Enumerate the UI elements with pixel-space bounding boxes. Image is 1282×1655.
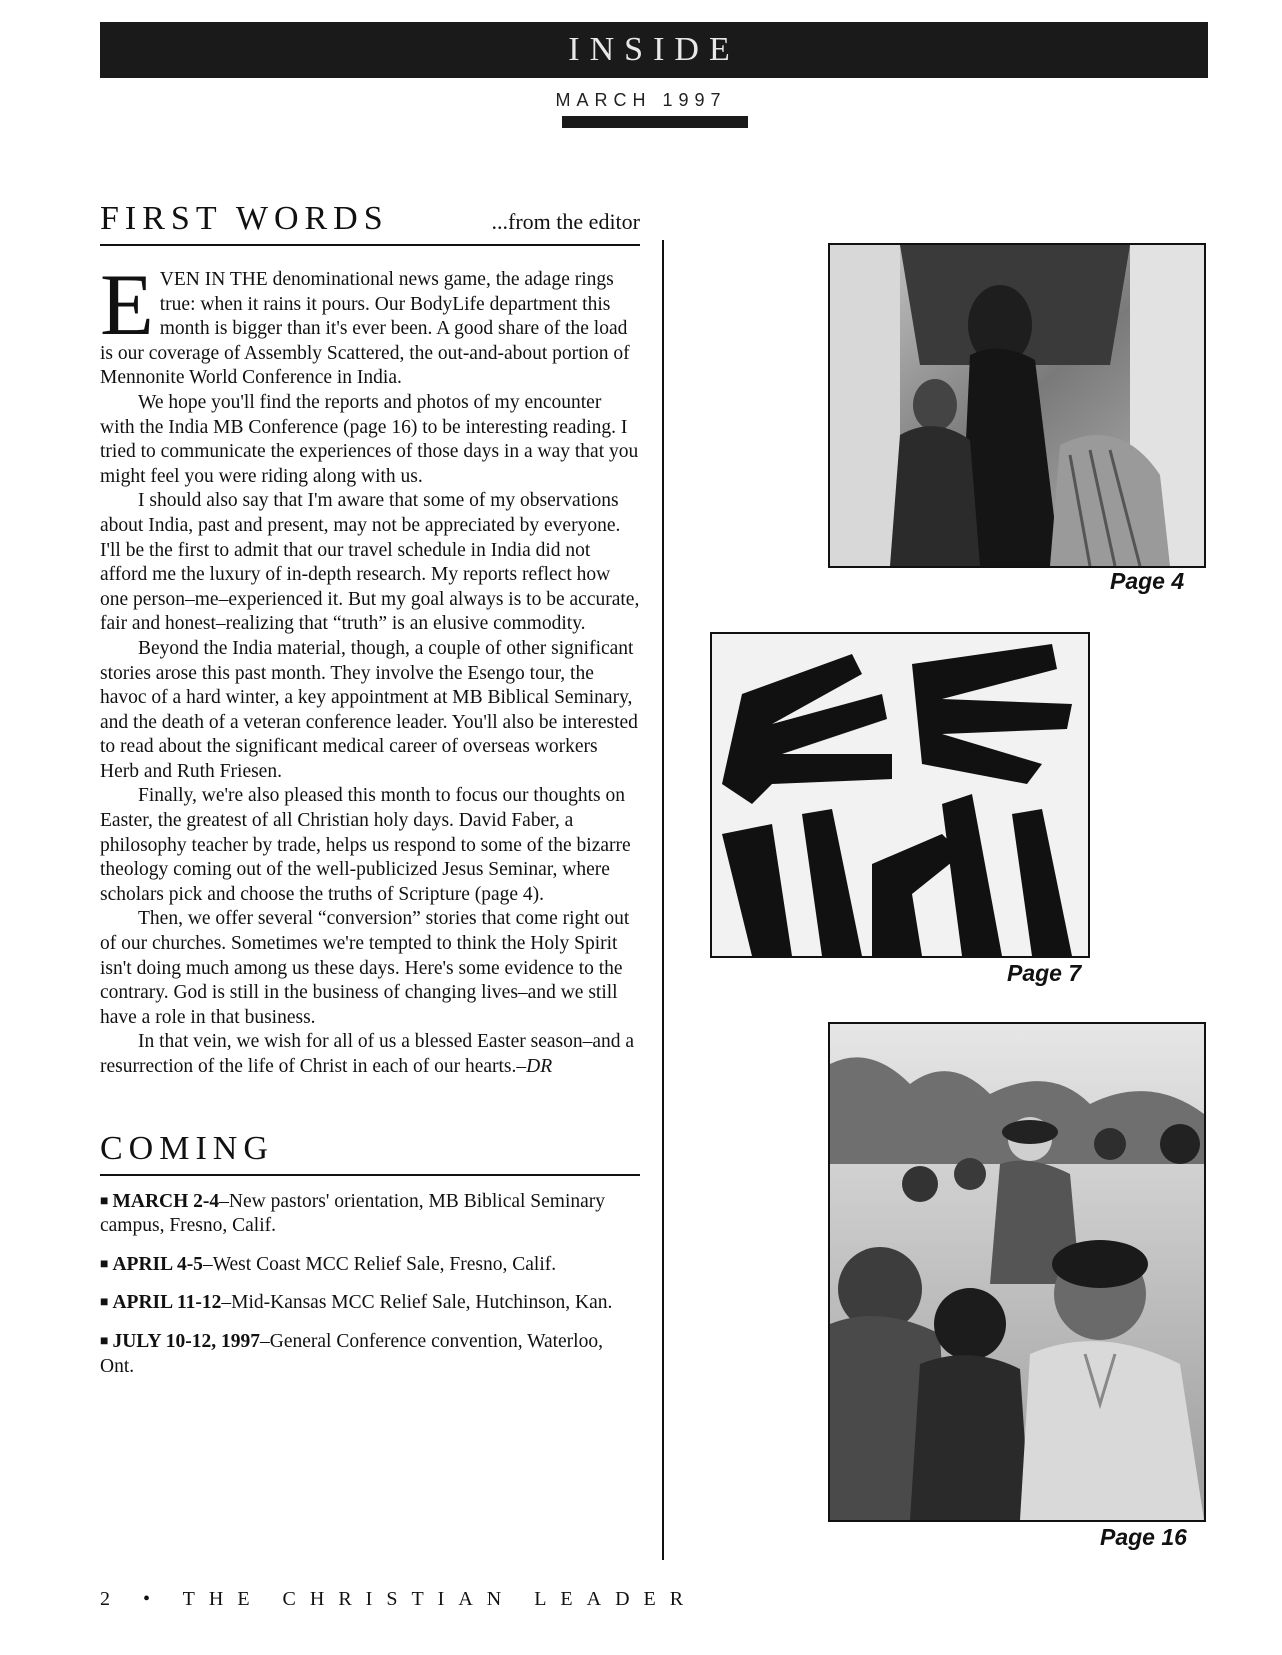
bullet-square-icon: ■	[100, 1295, 109, 1311]
page-label-16: Page 16	[1100, 1524, 1187, 1550]
event-text: –Mid-Kansas MCC Relief Sale, Hutchinson, Kan.	[221, 1292, 613, 1314]
drop-cap: E	[100, 257, 154, 354]
page-label-7: Page 7	[1007, 960, 1082, 986]
coming-header	[100, 1130, 640, 1176]
bullet-square-icon: ■	[100, 1333, 109, 1349]
event-item	[100, 1253, 640, 1278]
editor-article	[100, 257, 640, 1080]
issue-date-bar	[562, 116, 748, 128]
event-item	[100, 1330, 640, 1379]
publication-name: THE CHRISTIAN LEADER	[182, 1588, 698, 1610]
article-paragraph-7	[100, 1030, 640, 1079]
photo-page-7[interactable]	[710, 632, 1090, 958]
event-item	[100, 1190, 640, 1239]
article-paragraph-6: Then, we offer several “conversion” stories that come right out of our churches. Sometimes we're tempted to think the Holy Spirit isn't doing much among us these days. Here's some evidence to the contrary. God is still in the business of changing lives–and we still have a role in that business.	[100, 908, 630, 1028]
event-text: –New pastors' orientation, MB Biblical Seminary campus, Fresno, Calif.	[100, 1190, 606, 1237]
article-paragraph-4: Beyond the India material, though, a couple of other significant stories arose this past month. They involve the Esengo tour, the havoc of a hard winter, a key appointment at MB Biblical Seminary, and the death of a veteran conference leader. You'll also be interested to read about the significant medical career of overseas workers Herb and Ruth Friesen.	[100, 637, 638, 782]
page-footer	[100, 1588, 697, 1611]
event-date: MARCH 2-4	[112, 1190, 220, 1212]
left-column	[100, 200, 640, 1379]
photo-page-7-image	[712, 634, 1088, 956]
first-words-title: FIRST WORDS	[100, 200, 389, 237]
column-divider	[662, 240, 664, 1560]
photo-page-4[interactable]	[828, 243, 1206, 568]
photo-page-16-image	[830, 1024, 1204, 1520]
photo-page-16[interactable]	[828, 1022, 1206, 1522]
event-text: –General Conference convention, Waterloo, Ont.	[100, 1330, 603, 1377]
event-date: JULY 10-12, 1997	[112, 1330, 260, 1352]
event-text: –West Coast MCC Relief Sale, Fresno, Calif.	[202, 1253, 557, 1275]
first-words-subtitle: ...from the editor	[491, 209, 640, 234]
page-label-4: Page 4	[1110, 568, 1185, 594]
coming-title: COMING	[100, 1129, 274, 1167]
article-paragraph-7-text: In that vein, we wish for all of us a blessed Easter season–and a resurrection of the life of Christ in each of our hearts.	[100, 1031, 635, 1077]
event-date: APRIL 4-5	[112, 1253, 203, 1275]
footer-separator: •	[143, 1588, 165, 1610]
article-paragraph-5: Finally, we're also pleased this month to focus our thoughts on Easter, the greatest of all Christian holy days. David Faber, a philosophy teacher by trade, helps us respond to some of the bizarre theology coming out of the well-publicized Jesus Seminar, where scholars pick and choose the truths of Scripture (page 4).	[100, 785, 631, 905]
first-words-header	[100, 200, 640, 246]
bullet-square-icon: ■	[100, 1193, 109, 1209]
article-paragraph-2: We hope you'll find the reports and photos of my encounter with the India MB Conference (page 16) to be interesting reading. I tried to communicate the experiences of those days in a way that you might feel you were riding along with us.	[100, 391, 639, 487]
bullet-square-icon: ■	[100, 1256, 109, 1272]
event-date: APRIL 11-12	[112, 1292, 222, 1314]
inside-banner: INSIDE	[100, 22, 1208, 78]
coming-section	[100, 1130, 640, 1380]
page-number: 2	[100, 1588, 124, 1610]
article-paragraph-3: I should also say that I'm aware that some of my observations about India, past and present, may not be appreciated by everyone. I'll be the first to admit that our travel schedule in India did not afford me the luxury of in-depth research. My reports reflect how one person–me–experienced it. But my goal always is to be accurate, fair and honest–realizing that “truth” is an elusive commodity.	[100, 490, 640, 635]
editor-signature: –DR	[516, 1056, 553, 1077]
issue-date: MARCH 1997	[555, 90, 727, 110]
article-paragraph-1	[100, 257, 640, 391]
photo-page-4-image	[830, 245, 1204, 566]
event-item	[100, 1291, 640, 1316]
article-paragraph-1-text: VEN IN THE denominational news game, the adage rings true: when it rains it pours. Our BodyLife department this month is bigger than it's ever been. A good share of the load is our coverage of Assembly Scattered, the out-and-about portion of Mennonite World Conference in India.	[100, 269, 630, 389]
